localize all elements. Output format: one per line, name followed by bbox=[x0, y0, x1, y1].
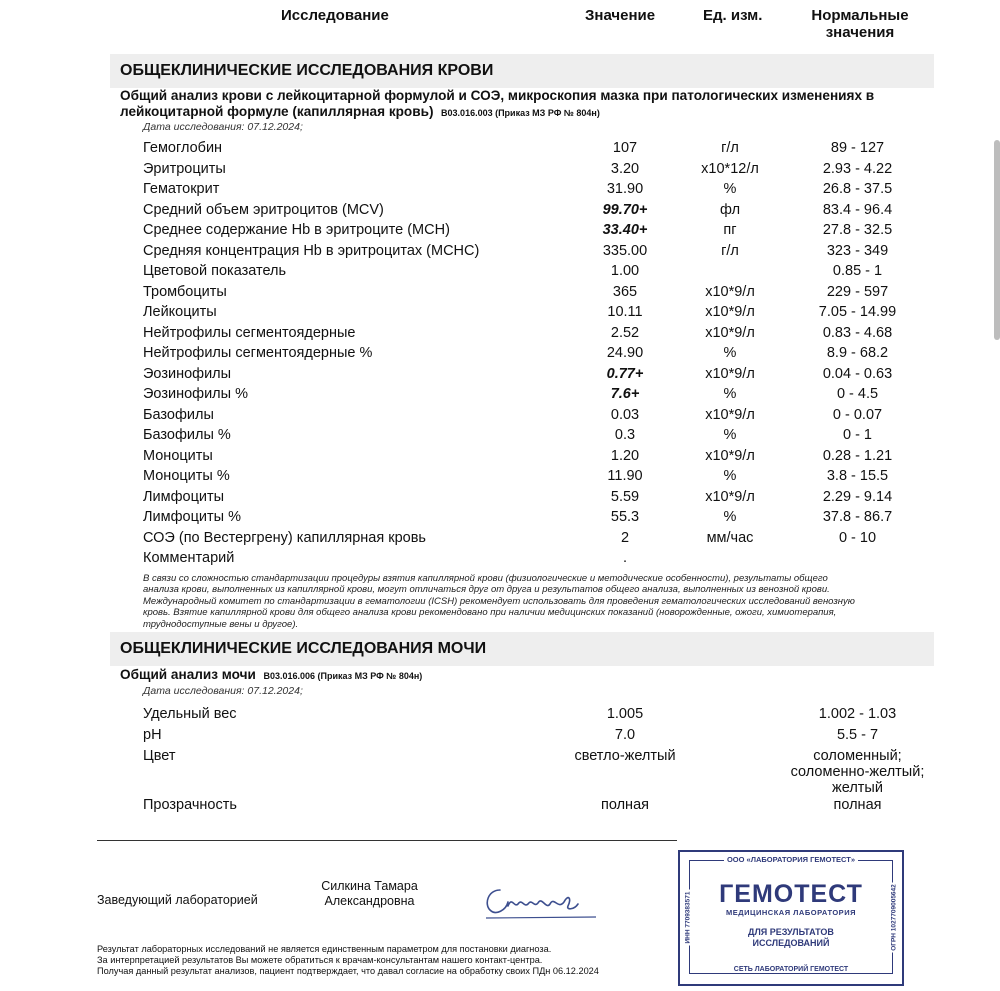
test-norm: 37.8 - 86.7 bbox=[822, 509, 893, 525]
stamp-sub: МЕДИЦИНСКАЯ ЛАБОРАТОРИЯ bbox=[726, 908, 856, 917]
test-name: Эозинофилы % bbox=[143, 386, 248, 402]
test-unit: % bbox=[723, 509, 737, 525]
test-name: Гематокрит bbox=[143, 181, 220, 197]
test-norm: 0.04 - 0.63 bbox=[822, 365, 893, 382]
test-unit: % bbox=[723, 468, 737, 484]
test-value: 7.0 bbox=[614, 727, 636, 743]
test-norm: 2.93 - 4.22 bbox=[822, 160, 893, 177]
test-value: 24.90 bbox=[606, 345, 644, 361]
test-unit: x10*12/л bbox=[701, 160, 759, 177]
norm-line: полная bbox=[833, 797, 882, 813]
section-urine bbox=[110, 632, 934, 666]
table-row bbox=[0, 427, 1000, 447]
test-value: полная bbox=[601, 797, 649, 813]
note-line: труднодоступные вены и другое). bbox=[143, 618, 299, 630]
test-value: 1.00 bbox=[610, 263, 640, 279]
note-line: кровь. Взятие капиллярной крови для общего анализа крови рекомендовано при наличии медицинских показаний (новорожденные, ожоги, химиотерапия, bbox=[143, 607, 837, 619]
test-name: Эозинофилы bbox=[143, 365, 232, 382]
table-row bbox=[0, 222, 1000, 242]
test-unit: x10*9/л bbox=[705, 324, 755, 341]
test-name: pH bbox=[143, 727, 162, 743]
test-norm: 0 - 10 bbox=[838, 529, 877, 546]
note-line: Международный комитет по стандартизации в гематологии (ICSH) рекомендует использовать для проведения гематологических исследований венозную bbox=[143, 595, 855, 607]
table-row bbox=[0, 550, 1000, 570]
norm-line: желтый bbox=[832, 780, 883, 796]
stamp-right-text: ОГРН 1027709005642 bbox=[890, 884, 898, 951]
stamp bbox=[678, 850, 904, 986]
test-norm: 2.29 - 9.14 bbox=[822, 488, 893, 505]
test-unit: % bbox=[723, 386, 737, 402]
footer-line: Получая данный результат анализов, пациент подтверждает, что давал согласие на обработку своих ПДн 06.12.2024 bbox=[97, 966, 599, 976]
header-study: Исследование bbox=[281, 7, 389, 24]
test-value: 107 bbox=[612, 140, 638, 156]
test-norm: 323 - 349 bbox=[826, 242, 889, 259]
test-unit: x10*9/л bbox=[705, 283, 755, 300]
test-unit: x10*9/л bbox=[705, 406, 755, 423]
test-unit: x10*9/л bbox=[705, 488, 755, 505]
test-unit: г/л bbox=[721, 242, 739, 259]
test-value: . bbox=[622, 550, 628, 566]
test-unit: x10*9/л bbox=[705, 447, 755, 464]
test-name: Эритроциты bbox=[143, 160, 226, 177]
scrollbar-thumb[interactable] bbox=[994, 140, 1000, 340]
stamp-bottom-text: СЕТЬ ЛАБОРАТОРИЙ ГЕМОТЕСТ bbox=[680, 966, 902, 973]
test-name: Тромбоциты bbox=[143, 283, 227, 300]
test-name: Средний объем эритроцитов (MCV) bbox=[143, 201, 384, 218]
stamp-mid: ДЛЯ РЕЗУЛЬТАТОВ ИССЛЕДОВАНИЙ bbox=[748, 927, 834, 948]
signer-name: Силкина Тамара Александровна bbox=[321, 879, 418, 908]
test-norm: 7.05 - 14.99 bbox=[818, 304, 897, 320]
test-value: 1.20 bbox=[610, 447, 640, 464]
table-row bbox=[0, 161, 1000, 181]
test-value: 365 bbox=[612, 283, 638, 300]
test-value: 0.3 bbox=[614, 427, 636, 443]
test-unit: x10*9/л bbox=[705, 304, 755, 320]
norm-line: 1.002 - 1.03 bbox=[818, 706, 897, 722]
test-unit: мм/час bbox=[706, 529, 754, 546]
test-name: Базофилы bbox=[143, 406, 214, 423]
test-norm: 83.4 - 96.4 bbox=[822, 201, 893, 218]
test-name: Лимфоциты % bbox=[143, 509, 241, 525]
test-name: Лейкоциты bbox=[143, 304, 217, 320]
test-name: Моноциты % bbox=[143, 468, 230, 484]
test-norm: 26.8 - 37.5 bbox=[822, 181, 893, 197]
table-row bbox=[0, 386, 1000, 406]
test-norm: 3.8 - 15.5 bbox=[826, 468, 889, 484]
test-norm: 27.8 - 32.5 bbox=[822, 222, 893, 238]
test-name: Гемоглобин bbox=[143, 140, 223, 156]
test-norm: 0.85 - 1 bbox=[832, 263, 883, 279]
section-urine-title: ОБЩЕКЛИНИЧЕСКИЕ ИССЛЕДОВАНИЯ МОЧИ bbox=[120, 640, 487, 657]
blood-note bbox=[143, 573, 943, 630]
urine-test-code: B03.016.006 (Приказ МЗ РФ № 804н) bbox=[263, 671, 423, 681]
test-unit: % bbox=[723, 427, 737, 443]
test-value: 7.6+ bbox=[610, 386, 640, 402]
urine-test-title: Общий анализ мочи B03.016.006 (Приказ МЗ РФ № 804н) bbox=[120, 667, 423, 682]
table-row bbox=[0, 727, 1000, 747]
header-norm: Нормальные значения bbox=[811, 7, 909, 41]
table-row bbox=[0, 509, 1000, 529]
test-value: 99.70+ bbox=[602, 201, 648, 218]
test-name: Моноциты bbox=[143, 447, 213, 464]
table-row bbox=[0, 325, 1000, 345]
test-norm: 229 - 597 bbox=[826, 283, 889, 300]
test-norm: 8.9 - 68.2 bbox=[826, 345, 889, 361]
test-value: 2.52 bbox=[610, 324, 640, 341]
test-value: 55.3 bbox=[610, 509, 640, 525]
test-name: Прозрачность bbox=[143, 797, 237, 813]
stamp-brand: ГЕМОТЕСТ bbox=[719, 880, 863, 908]
table-row bbox=[0, 489, 1000, 509]
signature-role: Заведующий лабораторией bbox=[97, 893, 258, 907]
table-row bbox=[0, 140, 1000, 160]
test-value: светло-желтый bbox=[574, 748, 676, 764]
section-blood bbox=[110, 54, 934, 88]
stamp-inner-frame bbox=[689, 860, 893, 974]
test-name: Базофилы % bbox=[143, 427, 231, 443]
test-value: 3.20 bbox=[610, 160, 640, 177]
test-norm: 0.28 - 1.21 bbox=[822, 447, 893, 464]
test-value: 335.00 bbox=[602, 242, 648, 259]
test-norm bbox=[790, 797, 925, 813]
stamp-top-text: ООО «ЛАБОРАТОРИЯ ГЕМОТЕСТ» bbox=[680, 855, 902, 864]
blood-test-code: B03.016.003 (Приказ МЗ РФ № 804н) bbox=[441, 108, 600, 118]
header-value: Значение bbox=[585, 7, 656, 24]
blood-date: Дата исследования: 07.12.2024; bbox=[143, 121, 303, 133]
test-norm bbox=[790, 748, 925, 796]
table-row bbox=[0, 181, 1000, 201]
table-row bbox=[0, 243, 1000, 263]
urine-date: Дата исследования: 07.12.2024; bbox=[143, 685, 303, 697]
footer-disclaimer bbox=[97, 944, 677, 977]
norm-line: 5.5 - 7 bbox=[836, 727, 879, 743]
blood-test-title: Общий анализ крови с лейкоцитарной формулой и СОЭ, микроскопия мазка при патологических изменениях в лейкоцитарной формуле (капиллярная кровь) B03.016.003 (Приказ МЗ РФ № 804н) bbox=[120, 88, 875, 119]
table-row bbox=[0, 366, 1000, 386]
test-name: Лимфоциты bbox=[143, 488, 225, 505]
norm-line: соломенный; bbox=[813, 748, 902, 764]
note-line: В связи со сложностью стандартизации процедуры взятия капиллярной крови (физиологические и методические особенности), результаты общего bbox=[143, 573, 828, 584]
norm-line: соломенно-желтый; bbox=[790, 764, 925, 780]
test-value: 31.90 bbox=[606, 181, 644, 197]
test-name: Цветовой показатель bbox=[143, 263, 287, 279]
test-value: 11.90 bbox=[607, 468, 643, 484]
test-name: Средняя концентрация Hb в эритроцитах (MCHC) bbox=[143, 242, 480, 259]
table-row bbox=[0, 706, 1000, 726]
test-norm bbox=[790, 706, 925, 722]
table-row bbox=[0, 797, 1000, 817]
footer-line: За интерпретацией результатов Вы можете обратиться к врачам-консультантам нашего контакт-центра. bbox=[97, 955, 543, 965]
footer-line: Результат лабораторных исследований не является единственным параметром для постановки диагноза. bbox=[97, 944, 552, 954]
table-row bbox=[0, 304, 1000, 324]
test-name: Нейтрофилы сегментоядерные % bbox=[143, 345, 373, 361]
test-value: 2 bbox=[620, 529, 630, 546]
table-row bbox=[0, 284, 1000, 304]
test-name: Удельный вес bbox=[143, 706, 237, 722]
table-row bbox=[0, 448, 1000, 468]
signature-icon bbox=[478, 876, 603, 924]
table-row bbox=[0, 202, 1000, 222]
test-value: 5.59 bbox=[610, 488, 640, 505]
stamp-left-text: ИНН 7709383571 bbox=[684, 891, 692, 944]
test-norm: 89 - 127 bbox=[830, 140, 885, 156]
table-row bbox=[0, 748, 1000, 796]
test-name: Нейтрофилы сегментоядерные bbox=[143, 324, 356, 341]
test-unit: г/л bbox=[721, 140, 739, 156]
test-name: Комментарий bbox=[143, 550, 235, 566]
test-norm: 0 - 1 bbox=[842, 427, 872, 443]
test-norm: 0 - 4.5 bbox=[836, 386, 879, 402]
test-norm bbox=[790, 727, 925, 743]
test-unit: x10*9/л bbox=[705, 365, 755, 382]
test-value: 10.11 bbox=[607, 304, 643, 320]
test-unit: % bbox=[723, 345, 737, 361]
table-row bbox=[0, 468, 1000, 488]
test-value: 0.77+ bbox=[606, 365, 644, 382]
test-unit: фл bbox=[719, 201, 741, 218]
test-norm: 0 - 0.07 bbox=[832, 406, 883, 423]
section-blood-title: ОБЩЕКЛИНИЧЕСКИЕ ИССЛЕДОВАНИЯ КРОВИ bbox=[120, 62, 494, 79]
test-value: 33.40+ bbox=[602, 222, 648, 238]
divider bbox=[97, 840, 677, 841]
test-unit: пг bbox=[723, 222, 737, 238]
test-norm: 0.83 - 4.68 bbox=[822, 324, 893, 341]
table-row bbox=[0, 407, 1000, 427]
test-value: 0.03 bbox=[610, 406, 640, 423]
test-unit: % bbox=[723, 181, 737, 197]
test-name: Цвет bbox=[143, 748, 176, 764]
test-name: Среднее содержание Hb в эритроците (MCH) bbox=[143, 222, 450, 238]
note-line: анализа крови, выполненных из капиллярной крови, могут отличаться друг от друга и результатов общего анализа, выполненных из венозной крови. bbox=[143, 584, 830, 596]
test-name: СОЭ (по Вестергрену) капиллярная кровь bbox=[143, 529, 426, 546]
table-row bbox=[0, 530, 1000, 550]
table-row bbox=[0, 345, 1000, 365]
table-row bbox=[0, 263, 1000, 283]
header-unit: Ед. изм. bbox=[703, 7, 763, 24]
test-value: 1.005 bbox=[606, 706, 644, 722]
